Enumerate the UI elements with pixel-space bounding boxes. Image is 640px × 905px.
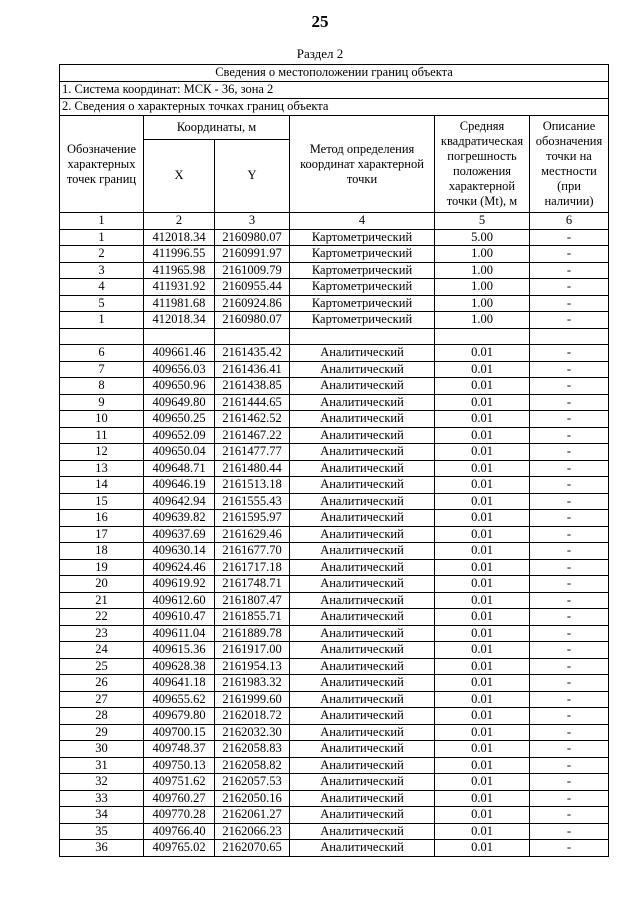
cell-error: 0.01 <box>435 741 530 758</box>
cell-x: 411931.92 <box>144 279 215 296</box>
cell-y: 2161436.41 <box>215 361 290 378</box>
table-row <box>60 724 609 741</box>
cell-error: 1.00 <box>435 246 530 263</box>
cell-point-id: 1 <box>60 229 144 246</box>
cell-x: 409610.47 <box>144 609 215 626</box>
cell-method: Аналитический <box>290 592 435 609</box>
cell-error: 0.01 <box>435 510 530 527</box>
cell-y: 2161855.71 <box>215 609 290 626</box>
cell-description: - <box>530 658 609 675</box>
cell-point-id: 4 <box>60 279 144 296</box>
cell-description: - <box>530 592 609 609</box>
cell-method: Картометрический <box>290 229 435 246</box>
cell-description: - <box>530 559 609 576</box>
cell-error: 0.01 <box>435 675 530 692</box>
column-number-5: 5 <box>435 213 530 230</box>
table-row <box>60 691 609 708</box>
cell-error: 0.01 <box>435 807 530 824</box>
table-row <box>60 708 609 725</box>
cell-y: 2161555.43 <box>215 493 290 510</box>
cell-x: 409646.19 <box>144 477 215 494</box>
table-row <box>60 840 609 857</box>
cell-point-id: 28 <box>60 708 144 725</box>
cell-point-id: 5 <box>60 295 144 312</box>
cell-description: - <box>530 394 609 411</box>
cell-y: 2161889.78 <box>215 625 290 642</box>
cell-description: - <box>530 378 609 395</box>
cell-y: 2162066.23 <box>215 823 290 840</box>
cell-description: - <box>530 510 609 527</box>
cell-point-id: 27 <box>60 691 144 708</box>
table-row <box>60 774 609 791</box>
cell-error: 0.01 <box>435 625 530 642</box>
table-row <box>60 493 609 510</box>
cell-y: 2161999.60 <box>215 691 290 708</box>
cell-method: Аналитический <box>290 708 435 725</box>
table-row <box>60 642 609 659</box>
cell-error: 0.01 <box>435 378 530 395</box>
cell-description: - <box>530 312 609 329</box>
column-number-3: 3 <box>215 213 290 230</box>
cell-y: 2161462.52 <box>215 411 290 428</box>
cell-error: 0.01 <box>435 840 530 857</box>
cell-point-id: 8 <box>60 378 144 395</box>
cell-x: 409624.46 <box>144 559 215 576</box>
cell-error: 0.01 <box>435 658 530 675</box>
table-row <box>60 345 609 362</box>
boundary-points-table <box>59 64 609 857</box>
cell-method: Аналитический <box>290 790 435 807</box>
cell-point-id: 31 <box>60 757 144 774</box>
table-row <box>60 609 609 626</box>
cell-point-id: 13 <box>60 460 144 477</box>
cell-point-id: 33 <box>60 790 144 807</box>
cell-x: 411996.55 <box>144 246 215 263</box>
header-x: X <box>144 140 215 213</box>
cell-description: - <box>530 774 609 791</box>
empty-cell <box>60 328 144 345</box>
table-row <box>60 246 609 263</box>
table-row <box>60 592 609 609</box>
cell-error: 0.01 <box>435 592 530 609</box>
empty-cell <box>435 328 530 345</box>
cell-error: 0.01 <box>435 790 530 807</box>
cell-method: Картометрический <box>290 246 435 263</box>
cell-method: Аналитический <box>290 411 435 428</box>
cell-x: 409612.60 <box>144 592 215 609</box>
cell-method: Аналитический <box>290 361 435 378</box>
cell-method: Аналитический <box>290 477 435 494</box>
cell-method: Аналитический <box>290 823 435 840</box>
cell-error: 0.01 <box>435 609 530 626</box>
cell-method: Аналитический <box>290 576 435 593</box>
page-number: 25 <box>311 12 329 31</box>
cell-description: - <box>530 708 609 725</box>
cell-point-id: 10 <box>60 411 144 428</box>
cell-x: 409750.13 <box>144 757 215 774</box>
cell-x: 409630.14 <box>144 543 215 560</box>
cell-error: 0.01 <box>435 493 530 510</box>
cell-error: 0.01 <box>435 823 530 840</box>
cell-method: Аналитический <box>290 807 435 824</box>
cell-y: 2162050.16 <box>215 790 290 807</box>
cell-y: 2160991.97 <box>215 246 290 263</box>
table-row <box>60 460 609 477</box>
cell-description: - <box>530 691 609 708</box>
cell-error: 0.01 <box>435 361 530 378</box>
cell-description: - <box>530 444 609 461</box>
cell-description: - <box>530 840 609 857</box>
cell-y: 2161480.44 <box>215 460 290 477</box>
cell-point-id: 2 <box>60 246 144 263</box>
column-number-1: 1 <box>60 213 144 230</box>
table-row <box>60 543 609 560</box>
cell-point-id: 36 <box>60 840 144 857</box>
cell-x: 409641.18 <box>144 675 215 692</box>
cell-x: 409649.80 <box>144 394 215 411</box>
cell-y: 2161444.65 <box>215 394 290 411</box>
column-number-6: 6 <box>530 213 609 230</box>
cell-point-id: 24 <box>60 642 144 659</box>
cell-x: 412018.34 <box>144 312 215 329</box>
cell-point-id: 20 <box>60 576 144 593</box>
cell-error: 1.00 <box>435 295 530 312</box>
cell-point-id: 1 <box>60 312 144 329</box>
cell-y: 2161807.47 <box>215 592 290 609</box>
cell-point-id: 34 <box>60 807 144 824</box>
cell-x: 409639.82 <box>144 510 215 527</box>
cell-point-id: 12 <box>60 444 144 461</box>
cell-x: 409650.04 <box>144 444 215 461</box>
cell-point-id: 3 <box>60 262 144 279</box>
table-row <box>60 741 609 758</box>
cell-point-id: 18 <box>60 543 144 560</box>
table-row <box>60 279 609 296</box>
cell-y: 2161717.18 <box>215 559 290 576</box>
cell-y: 2161917.00 <box>215 642 290 659</box>
table-row <box>60 427 609 444</box>
cell-y: 2162018.72 <box>215 708 290 725</box>
cell-error: 0.01 <box>435 559 530 576</box>
cell-x: 409611.04 <box>144 625 215 642</box>
cell-point-id: 22 <box>60 609 144 626</box>
cell-method: Аналитический <box>290 625 435 642</box>
cell-x: 409650.25 <box>144 411 215 428</box>
cell-method: Аналитический <box>290 757 435 774</box>
cell-description: - <box>530 642 609 659</box>
cell-method: Аналитический <box>290 675 435 692</box>
cell-method: Аналитический <box>290 774 435 791</box>
cell-y: 2161435.42 <box>215 345 290 362</box>
cell-point-id: 14 <box>60 477 144 494</box>
cell-point-id: 6 <box>60 345 144 362</box>
cell-x: 409642.94 <box>144 493 215 510</box>
cell-y: 2162058.83 <box>215 741 290 758</box>
cell-method: Аналитический <box>290 493 435 510</box>
cell-x: 409748.37 <box>144 741 215 758</box>
column-number-2: 2 <box>144 213 215 230</box>
cell-error: 0.01 <box>435 394 530 411</box>
cell-description: - <box>530 229 609 246</box>
cell-error: 1.00 <box>435 312 530 329</box>
cell-method: Аналитический <box>290 378 435 395</box>
cell-description: - <box>530 625 609 642</box>
cell-description: - <box>530 262 609 279</box>
cell-description: - <box>530 675 609 692</box>
cell-x: 409765.02 <box>144 840 215 857</box>
cell-description: - <box>530 345 609 362</box>
cell-point-id: 29 <box>60 724 144 741</box>
cell-point-id: 16 <box>60 510 144 527</box>
cell-point-id: 30 <box>60 741 144 758</box>
empty-cell <box>144 328 215 345</box>
cell-y: 2160924.86 <box>215 295 290 312</box>
cell-method: Аналитический <box>290 526 435 543</box>
cell-y: 2161009.79 <box>215 262 290 279</box>
cell-y: 2161983.32 <box>215 675 290 692</box>
cell-point-id: 15 <box>60 493 144 510</box>
cell-error: 0.01 <box>435 576 530 593</box>
header-method: Метод определения координат характерной точки <box>290 116 435 213</box>
cell-description: - <box>530 295 609 312</box>
cell-error: 0.01 <box>435 460 530 477</box>
cell-point-id: 21 <box>60 592 144 609</box>
coordinate-system: 1. Система координат: МСК - 36, зона 2 <box>60 82 609 99</box>
cell-method: Аналитический <box>290 741 435 758</box>
table-row <box>60 526 609 543</box>
cell-error: 0.01 <box>435 444 530 461</box>
cell-point-id: 19 <box>60 559 144 576</box>
cell-method: Аналитический <box>290 658 435 675</box>
cell-y: 2162061.27 <box>215 807 290 824</box>
cell-error: 0.01 <box>435 724 530 741</box>
header-point-designation: Обозначение характерных точек границ <box>60 116 144 213</box>
table-row <box>60 625 609 642</box>
table-row <box>60 576 609 593</box>
cell-point-id: 26 <box>60 675 144 692</box>
table-row <box>60 807 609 824</box>
empty-cell <box>290 328 435 345</box>
cell-description: - <box>530 477 609 494</box>
header-coordinates: Координаты, м <box>144 116 290 140</box>
cell-error: 0.01 <box>435 691 530 708</box>
cell-description: - <box>530 807 609 824</box>
cell-y: 2162032.30 <box>215 724 290 741</box>
cell-y: 2160955.44 <box>215 279 290 296</box>
cell-y: 2161629.46 <box>215 526 290 543</box>
cell-point-id: 23 <box>60 625 144 642</box>
table-row <box>60 823 609 840</box>
cell-error: 0.01 <box>435 774 530 791</box>
cell-y: 2160980.07 <box>215 312 290 329</box>
cell-y: 2161467.22 <box>215 427 290 444</box>
cell-x: 409751.62 <box>144 774 215 791</box>
table-row <box>60 394 609 411</box>
cell-y: 2161748.71 <box>215 576 290 593</box>
table-row <box>60 790 609 807</box>
cell-method: Картометрический <box>290 295 435 312</box>
table-row <box>60 658 609 675</box>
cell-method: Аналитический <box>290 840 435 857</box>
cell-error: 0.01 <box>435 642 530 659</box>
cell-error: 0.01 <box>435 427 530 444</box>
column-number-4: 4 <box>290 213 435 230</box>
header-error: Средняя квадратическая погрешность положения характерной точки (Mt), м <box>435 116 530 213</box>
cell-y: 2162058.82 <box>215 757 290 774</box>
cell-point-id: 25 <box>60 658 144 675</box>
table-row <box>60 295 609 312</box>
table-row <box>60 477 609 494</box>
cell-method: Аналитический <box>290 427 435 444</box>
cell-method: Аналитический <box>290 444 435 461</box>
cell-description: - <box>530 411 609 428</box>
cell-error: 0.01 <box>435 526 530 543</box>
table-row <box>60 444 609 461</box>
cell-x: 409648.71 <box>144 460 215 477</box>
points-heading: 2. Сведения о характерных точках границ объекта <box>60 99 609 116</box>
cell-method: Аналитический <box>290 460 435 477</box>
cell-x: 409766.40 <box>144 823 215 840</box>
cell-y: 2162057.53 <box>215 774 290 791</box>
table-row <box>60 510 609 527</box>
cell-description: - <box>530 361 609 378</box>
cell-method: Аналитический <box>290 345 435 362</box>
table-row <box>60 378 609 395</box>
cell-x: 409615.36 <box>144 642 215 659</box>
cell-description: - <box>530 246 609 263</box>
cell-point-id: 35 <box>60 823 144 840</box>
cell-x: 409655.62 <box>144 691 215 708</box>
cell-error: 1.00 <box>435 279 530 296</box>
cell-method: Аналитический <box>290 559 435 576</box>
cell-description: - <box>530 576 609 593</box>
table-row <box>60 229 609 246</box>
cell-x: 409679.80 <box>144 708 215 725</box>
cell-error: 0.01 <box>435 345 530 362</box>
cell-error: 0.01 <box>435 411 530 428</box>
cell-method: Картометрический <box>290 312 435 329</box>
cell-x: 409619.92 <box>144 576 215 593</box>
empty-cell <box>530 328 609 345</box>
cell-x: 409650.96 <box>144 378 215 395</box>
cell-method: Аналитический <box>290 510 435 527</box>
cell-x: 409637.69 <box>144 526 215 543</box>
cell-method: Аналитический <box>290 642 435 659</box>
cell-x: 412018.34 <box>144 229 215 246</box>
cell-error: 1.00 <box>435 262 530 279</box>
cell-x: 409656.03 <box>144 361 215 378</box>
cell-point-id: 32 <box>60 774 144 791</box>
section-label: Раздел 2 <box>296 46 344 61</box>
cell-x: 411965.98 <box>144 262 215 279</box>
cell-method: Аналитический <box>290 691 435 708</box>
cell-description: - <box>530 279 609 296</box>
cell-description: - <box>530 460 609 477</box>
cell-error: 0.01 <box>435 757 530 774</box>
cell-description: - <box>530 724 609 741</box>
cell-method: Аналитический <box>290 543 435 560</box>
table-row <box>60 757 609 774</box>
cell-x: 409700.15 <box>144 724 215 741</box>
cell-point-id: 7 <box>60 361 144 378</box>
cell-x: 409760.27 <box>144 790 215 807</box>
cell-y: 2161438.85 <box>215 378 290 395</box>
cell-x: 409770.28 <box>144 807 215 824</box>
cell-y: 2161513.18 <box>215 477 290 494</box>
cell-description: - <box>530 823 609 840</box>
cell-method: Картометрический <box>290 262 435 279</box>
cell-x: 409661.46 <box>144 345 215 362</box>
table-row <box>60 559 609 576</box>
cell-method: Картометрический <box>290 279 435 296</box>
cell-error: 0.01 <box>435 477 530 494</box>
header-y: Y <box>215 140 290 213</box>
cell-point-id: 9 <box>60 394 144 411</box>
cell-error: 0.01 <box>435 708 530 725</box>
cell-x: 409652.09 <box>144 427 215 444</box>
cell-description: - <box>530 790 609 807</box>
cell-method: Аналитический <box>290 609 435 626</box>
cell-x: 409628.38 <box>144 658 215 675</box>
cell-description: - <box>530 427 609 444</box>
blank-separator-row <box>60 328 609 345</box>
column-number-row <box>60 213 609 230</box>
table-row <box>60 675 609 692</box>
table-row <box>60 361 609 378</box>
table-title: Сведения о местоположении границ объекта <box>60 65 609 82</box>
cell-description: - <box>530 609 609 626</box>
header-description: Описание обозначения точки на местности (при наличии) <box>530 116 609 213</box>
cell-y: 2161677.70 <box>215 543 290 560</box>
cell-y: 2161954.13 <box>215 658 290 675</box>
table-row <box>60 262 609 279</box>
table-row <box>60 411 609 428</box>
cell-description: - <box>530 543 609 560</box>
cell-method: Аналитический <box>290 724 435 741</box>
cell-y: 2161595.97 <box>215 510 290 527</box>
cell-x: 411981.68 <box>144 295 215 312</box>
cell-point-id: 17 <box>60 526 144 543</box>
cell-error: 0.01 <box>435 543 530 560</box>
cell-error: 5.00 <box>435 229 530 246</box>
cell-method: Аналитический <box>290 394 435 411</box>
cell-description: - <box>530 741 609 758</box>
cell-description: - <box>530 493 609 510</box>
cell-description: - <box>530 526 609 543</box>
cell-y: 2161477.77 <box>215 444 290 461</box>
cell-description: - <box>530 757 609 774</box>
cell-point-id: 11 <box>60 427 144 444</box>
table-row <box>60 312 609 329</box>
empty-cell <box>215 328 290 345</box>
cell-y: 2162070.65 <box>215 840 290 857</box>
cell-y: 2160980.07 <box>215 229 290 246</box>
